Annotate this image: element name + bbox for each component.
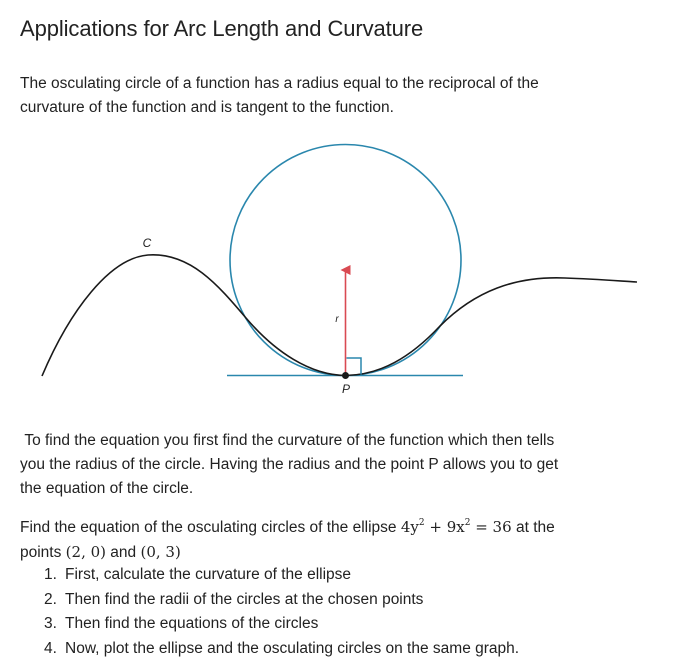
label-r: r xyxy=(335,314,339,325)
explain-paragraph xyxy=(20,429,660,501)
list-item: 1. First, calculate the curvature of the ellipse xyxy=(44,566,352,583)
label-c: C xyxy=(142,236,152,250)
list-item: 3. Then find the equations of the circles xyxy=(44,615,319,632)
label-p: P xyxy=(341,382,351,396)
points-prefix: points xyxy=(20,544,66,561)
explain-line-2: you the radius of the circle. Having the radius and the point P allows you to get xyxy=(20,456,559,473)
point-2: (0, 3) xyxy=(140,543,181,561)
right-angle-marker xyxy=(347,358,362,375)
question-suffix: at the xyxy=(511,519,555,536)
page-title: Applications for Arc Length and Curvature xyxy=(20,16,424,41)
ellipse-equation: $4y^2 + 9x^2 = 36$ xyxy=(400,518,512,536)
explain-line-3: the equation of the circle. xyxy=(20,480,194,497)
point-p xyxy=(342,372,349,379)
intro-line-2: curvature of the function and is tangent to the function. xyxy=(20,99,394,116)
list-item: 2. Then find the radii of the circles at the chosen points xyxy=(44,590,424,608)
question-paragraph xyxy=(20,515,660,565)
point-1: (2, 0) xyxy=(65,543,106,561)
question-prefix: Find the equation of the osculating circles of the ellipse xyxy=(20,519,401,536)
intro-paragraph xyxy=(20,72,660,120)
list-item: 4. Now, plot the ellipse and the osculating circles on the same graph. xyxy=(44,639,520,657)
points-and: and xyxy=(106,544,141,561)
function-curve xyxy=(42,255,637,376)
osculating-circle xyxy=(230,145,461,376)
steps-list xyxy=(20,563,660,661)
intro-line-1: The osculating circle of a function has a radius equal to the reciprocal of the xyxy=(20,75,539,92)
explain-line-1: To find the equation you first find the curvature of the function which then tells xyxy=(24,432,555,449)
